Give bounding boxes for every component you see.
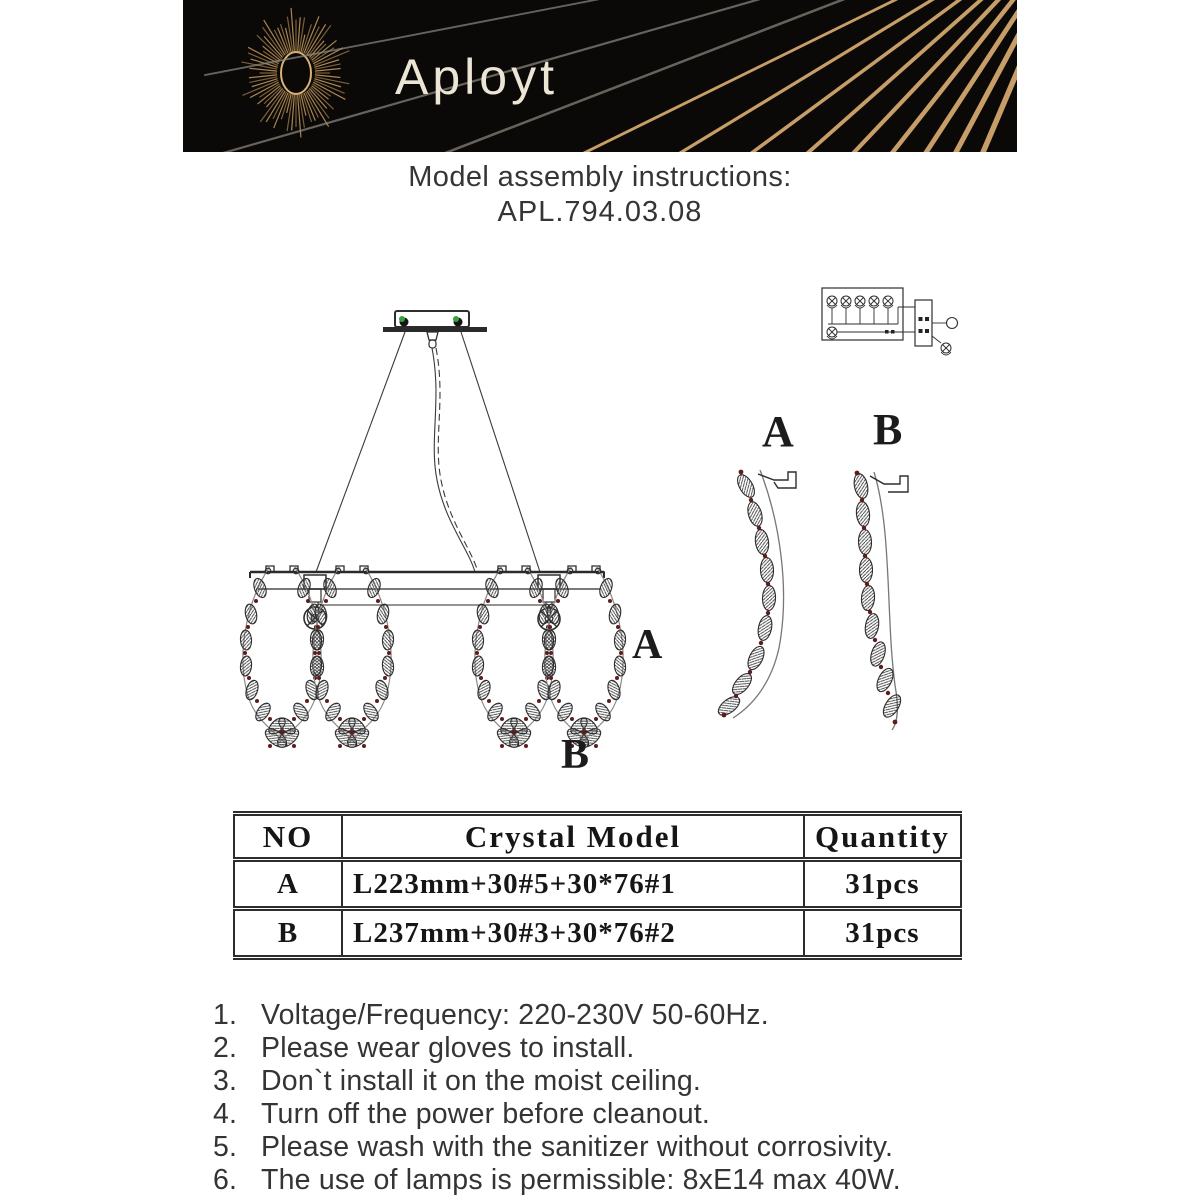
list-item xyxy=(213,1098,993,1131)
item-number: 4. xyxy=(213,1098,238,1130)
power-cable xyxy=(432,348,478,572)
item-text: Please wash with the sanitizer without corrosivity. xyxy=(261,1131,894,1163)
crystal-table xyxy=(233,811,962,960)
cell-qty-a: 31pcs xyxy=(804,860,961,909)
crystal-cluster-4 xyxy=(541,566,626,751)
list-item xyxy=(213,1131,993,1164)
list-item xyxy=(213,999,993,1032)
suspension-wires xyxy=(316,332,540,572)
crystal-cluster-1 xyxy=(239,566,324,751)
item-text: Turn off the power before cleanout. xyxy=(261,1098,711,1130)
bulb-symbol-small xyxy=(941,343,951,355)
cell-no-a: A xyxy=(234,860,342,909)
model-number: APL.794.03.08 xyxy=(497,196,703,228)
ceiling-canopy xyxy=(383,311,487,348)
list-item xyxy=(213,1065,993,1098)
cell-model-b: L237mm+30#3+30*76#2 xyxy=(342,909,804,958)
crystal-piece-b xyxy=(852,471,908,730)
header-crystal-model: Crystal Model xyxy=(342,814,804,860)
item-text: Voltage/Frequency: 220-230V 50-60Hz. xyxy=(261,999,769,1031)
header-no: NO xyxy=(234,814,342,860)
label-b-piece: B xyxy=(873,405,903,454)
green-screw-right xyxy=(453,316,459,322)
item-number: 1. xyxy=(213,999,238,1031)
table-row xyxy=(234,909,961,958)
table-row xyxy=(234,860,961,909)
label-a-piece: A xyxy=(762,407,794,456)
green-screw-left xyxy=(399,316,405,322)
label-b-main: B xyxy=(561,732,590,778)
brand-banner xyxy=(183,0,1017,152)
item-number: 3. xyxy=(213,1065,238,1097)
instruction-list xyxy=(213,999,993,1197)
header-quantity: Quantity xyxy=(804,814,961,860)
crystal-cluster-2 xyxy=(309,566,394,751)
bulb-symbol-schematic xyxy=(827,327,837,339)
crystal-piece-a xyxy=(715,470,796,719)
item-text: Please wear gloves to install. xyxy=(261,1032,635,1064)
item-text: Don`t install it on the moist ceiling. xyxy=(261,1065,702,1097)
wiring-diagram xyxy=(822,288,958,355)
terminal-block xyxy=(915,300,932,346)
item-number: 2. xyxy=(213,1032,238,1064)
item-number: 6. xyxy=(213,1164,238,1196)
banner-decor xyxy=(183,0,1017,152)
switch-symbol xyxy=(947,318,958,329)
cell-model-a: L223mm+30#5+30*76#1 xyxy=(342,860,804,909)
crystal-cluster-3 xyxy=(471,566,556,751)
assembly-diagram xyxy=(180,260,1020,800)
cell-no-b: B xyxy=(234,909,342,958)
item-text: The use of lamps is permissible: 8xE14 max 40W. xyxy=(261,1164,901,1196)
item-number: 5. xyxy=(213,1131,238,1163)
cell-qty-b: 31pcs xyxy=(804,909,961,958)
list-item xyxy=(213,1164,993,1197)
list-item xyxy=(213,1032,993,1065)
brand-logo-text: Aployt xyxy=(395,49,558,105)
label-a-main: A xyxy=(632,622,663,668)
table-header-row xyxy=(234,814,961,860)
doc-title: Model assembly instructions: xyxy=(408,161,792,193)
